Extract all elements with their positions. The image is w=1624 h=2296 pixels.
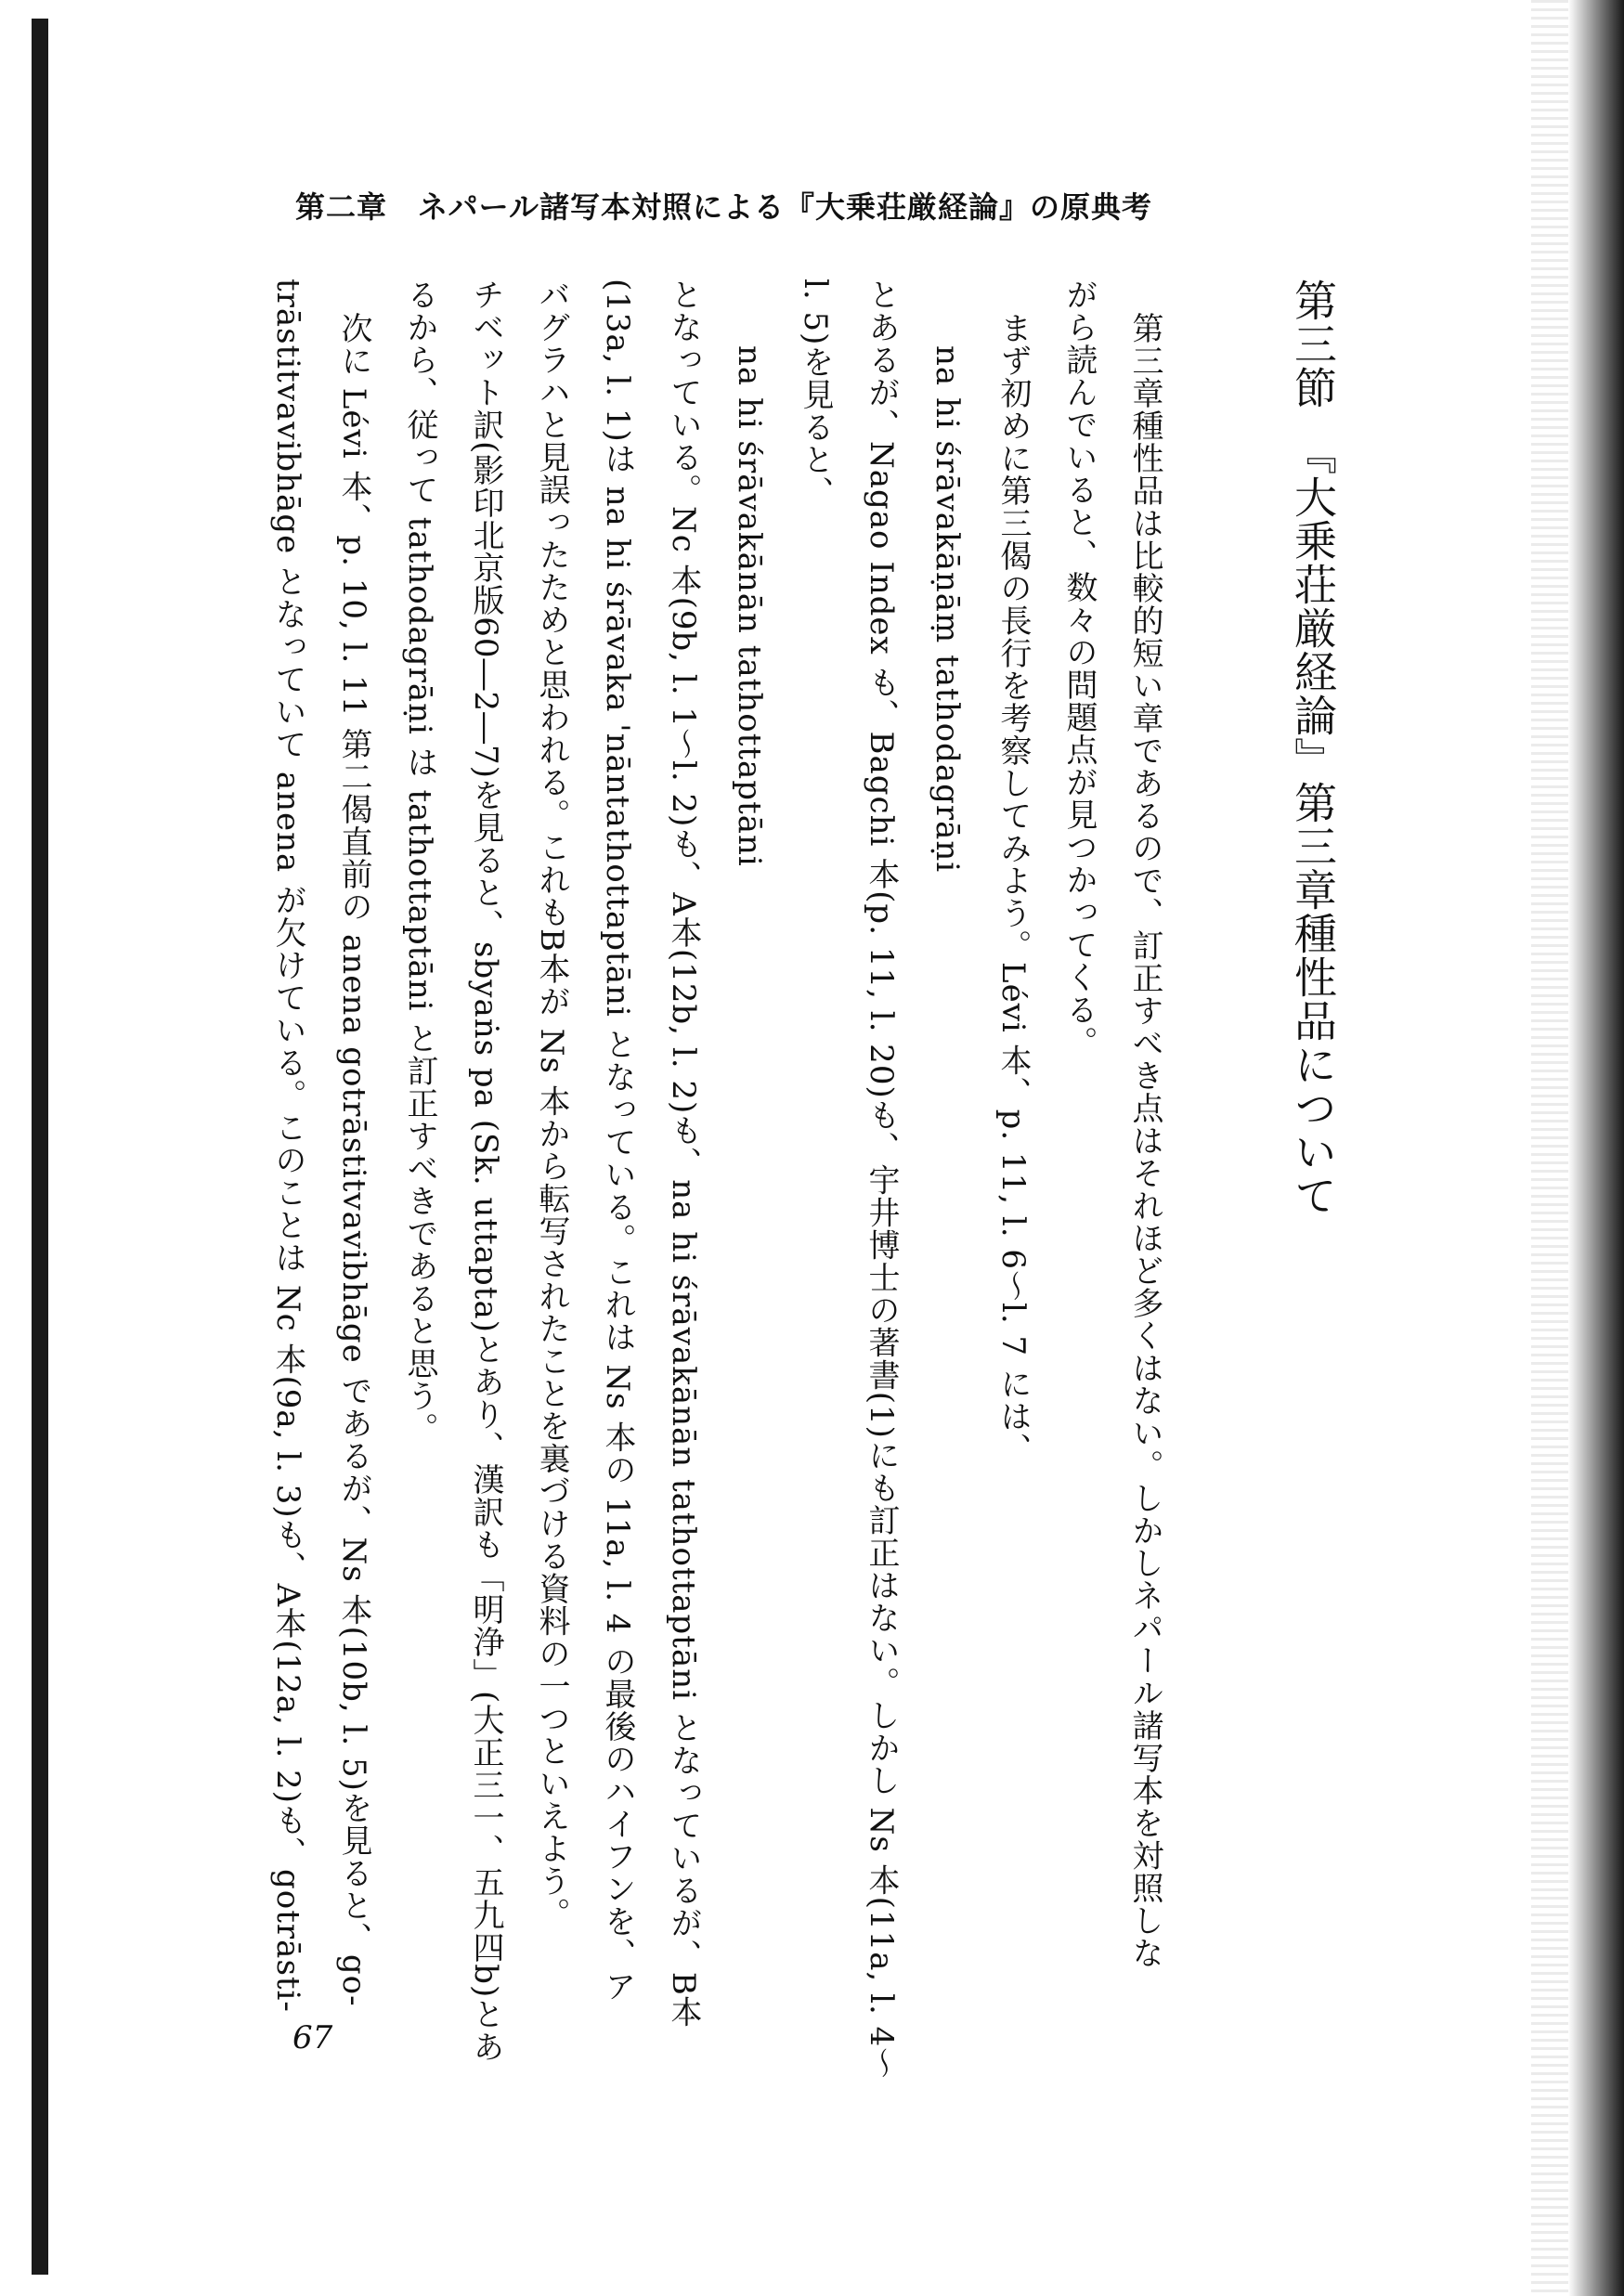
running-head: 第二章 ネパール諸写本対照による『大乗荘厳経論』の原典考 [295, 189, 1153, 225]
body-text [254, 279, 1345, 2098]
paragraph-line: (13a, l. 1)は na hi śrāvaka 'nāntathottaptāni となっている。これは Ns 本の 11a, l. 4 の最後のハイフンを、ア [599, 279, 636, 2004]
page-number: 67 [292, 2019, 333, 2056]
scan-edge-speckle [1531, 0, 1568, 2296]
paragraph-line: 次に Lévi 本、p. 10, l. 11 第二偈直前の anena gotrāstitvavibhāge であるが、Ns 本(10b, l. 5)を見ると、go- [335, 312, 372, 2007]
paragraph-line: るから、従って tathodagrāṇi は tathottaptāni と訂正すべきであると思う。 [401, 279, 438, 1446]
scan-page-edge [1568, 0, 1624, 2296]
paragraph-line: trāstitvavibhāge となっていて anena が欠けている。このことは Nc 本(9a, l. 3)も、A本(12a, l. 2)も、gotrāsti- [269, 279, 306, 2013]
sanskrit-quote: na hi śrāvakāṇāṃ tathodagrāṇi [929, 345, 966, 874]
paragraph-line: 第三章種性品は比較的短い章であるので、訂正すべき点はそれほど多くはない。しかしネパール諸写本を対照しな [1126, 312, 1163, 1969]
paragraph-line: まず初めに第三偈の長行を考察してみよう。Lévi 本、p. 11, l. 6〜l. 7 には、 [994, 312, 1032, 1465]
paragraph-line: チベット訳(影印北京版60―2―7)を見ると、sbyaṅs pa (Sk. uttapta)とあり、漢訳も「明浄」(大正三一、五九四b)とあ [467, 279, 504, 2064]
paragraph-line: がら読んでいると、数々の問題点が見つかってくる。 [1060, 279, 1098, 1058]
scan-binding-shadow [32, 19, 48, 2275]
section-title: 第三節 『大乗荘厳経論』第三章種性品について [1288, 279, 1338, 1217]
paragraph-line: とあるが、Nagao Index も、Bagchi 本(p. 11, l. 20)も、宇井博士の著書(1)にも訂正はない。しかし Ns 本(11a, l. 4〜 [863, 279, 900, 2081]
paragraph-line: となっている。Nc 本(9b, l. 1〜l. 2)も、A本(12b, l. 2)も、na hi śrāvakānān tathottaptāni となっているが、B本 [665, 279, 702, 2029]
paragraph-line: l. 5)を見ると、 [797, 279, 834, 509]
sanskrit-quote: na hi śrāvakānān tathottaptāni [731, 345, 768, 867]
paragraph-line: バグラハと見誤ったためと思われる。これもB本が Ns 本から転写されたことを裏づける資料の一つといえよう。 [533, 279, 570, 1930]
